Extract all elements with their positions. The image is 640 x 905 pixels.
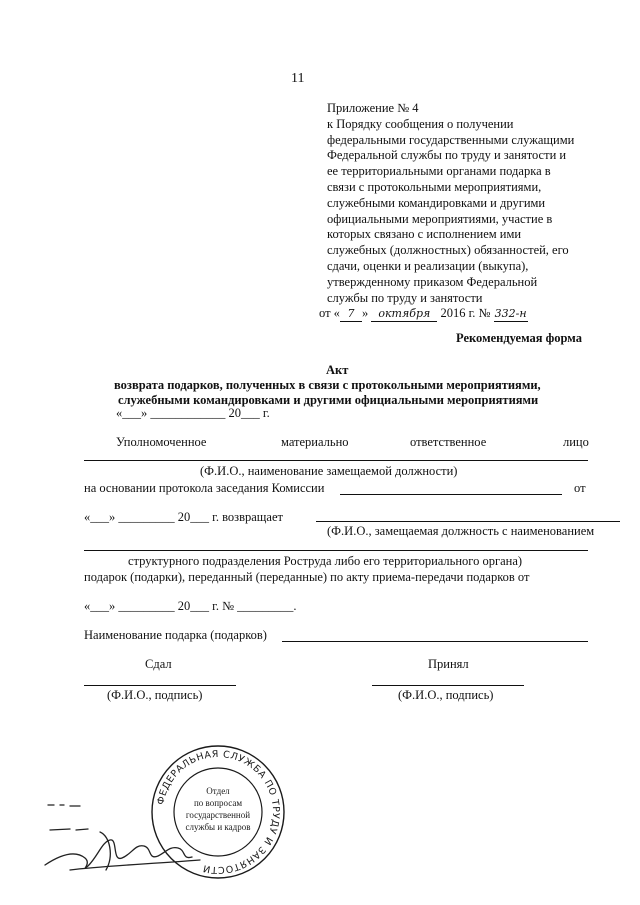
received-label: Принял: [428, 657, 469, 671]
order-date-prefix: от «: [319, 306, 340, 321]
fio-struct-line-2: [84, 550, 588, 551]
annex-line: связи с протокольными мероприятиями,: [327, 179, 542, 194]
annex-line: служебными командировками и другими: [327, 195, 546, 210]
gift-transfer-line: подарок (подарки), переданный (переданные) по акту приема-передачи подарков от: [84, 570, 530, 584]
word-authorized: Уполномоченное: [116, 435, 207, 449]
word-responsible: ответственное: [410, 435, 487, 449]
annex-line: которых связано с исполнением ими: [327, 227, 522, 242]
handed-sign-line: [84, 685, 236, 686]
received-sign-line: [372, 685, 524, 686]
fio-struct-line-1: [316, 521, 620, 522]
page-number: 11: [291, 71, 305, 86]
annex-line: Федеральной службы по труду и занятости и: [327, 148, 567, 163]
order-day: 7: [340, 307, 362, 322]
caption-fio-position: (Ф.И.О., наименование замещаемой должности): [200, 464, 458, 478]
act-subtitle-1: возврата подарков, полученных в связи с протокольными мероприятиями,: [114, 378, 541, 392]
annex-line: федеральными государственными служащими: [327, 132, 575, 147]
stamp-center-line: Отдел: [206, 786, 230, 796]
act-subtitle-2: служебными командировками и другими официальными мероприятиями: [118, 393, 539, 407]
act-reference-date: «___» _________ 20___ г. № _________.: [84, 599, 297, 613]
from-word: от: [574, 481, 586, 495]
returns-date-line: «___» _________ 20___ г. возвращает: [84, 510, 283, 524]
basis-text: на основании протокола заседания Комиссии: [84, 481, 325, 495]
gift-name-line: [282, 641, 588, 642]
annex-line: ее территориальными органами подарка в: [327, 164, 551, 179]
order-number: 332-н: [494, 307, 527, 321]
word-person: лицо: [563, 435, 589, 449]
annex-title: Приложение № 4: [327, 101, 419, 115]
protocol-line: [340, 494, 562, 495]
annex-line: службы по труду и занятости: [327, 290, 483, 305]
fio-position-line: [84, 460, 588, 461]
handed-label: Сдал: [145, 657, 172, 671]
caption-fio-struct-2: структурного подразделения Роструда либо его территориального органа): [128, 554, 523, 568]
order-date-line: [319, 306, 597, 322]
annex-line: к Порядку сообщения о получении: [327, 116, 514, 131]
order-month: октября: [371, 307, 437, 322]
word-materially: материально: [281, 435, 349, 449]
stamp-center-line: государственной: [185, 810, 251, 820]
stamp-center-line: по вопросам: [193, 798, 243, 808]
handwritten-signature: [40, 798, 243, 890]
stamp-center-line: службы и кадров: [185, 822, 251, 832]
annex-line: официальными мероприятиями, участие в: [327, 211, 553, 226]
annex-block: [319, 101, 597, 322]
annex-line: служебных (должностных) обязанностей, его: [327, 243, 569, 258]
act-title: Акт: [326, 363, 349, 377]
caption-received: (Ф.И.О., подпись): [398, 688, 494, 702]
annex-line: утвержденному приказом Федеральной: [327, 274, 538, 289]
act-date-line: «___» ____________ 20___ г.: [116, 406, 270, 420]
order-year: 2016 г. №: [440, 306, 491, 321]
order-date-mid: »: [361, 306, 369, 321]
gift-name-label: Наименование подарка (подарков): [84, 628, 267, 642]
stamp-ring-text: ФЕДЕРАЛЬНАЯ СЛУЖБА ПО ТРУДУ И ЗАНЯТОСТИ: [155, 748, 282, 876]
caption-handed: (Ф.И.О., подпись): [107, 688, 203, 702]
recommended-form-label: Рекомендуемая форма: [456, 331, 582, 345]
annex-line: сдачи, оценки и реализации (выкупа),: [327, 258, 529, 273]
caption-fio-struct-1: (Ф.И.О., замещаемая должность с наименованием: [327, 524, 595, 538]
